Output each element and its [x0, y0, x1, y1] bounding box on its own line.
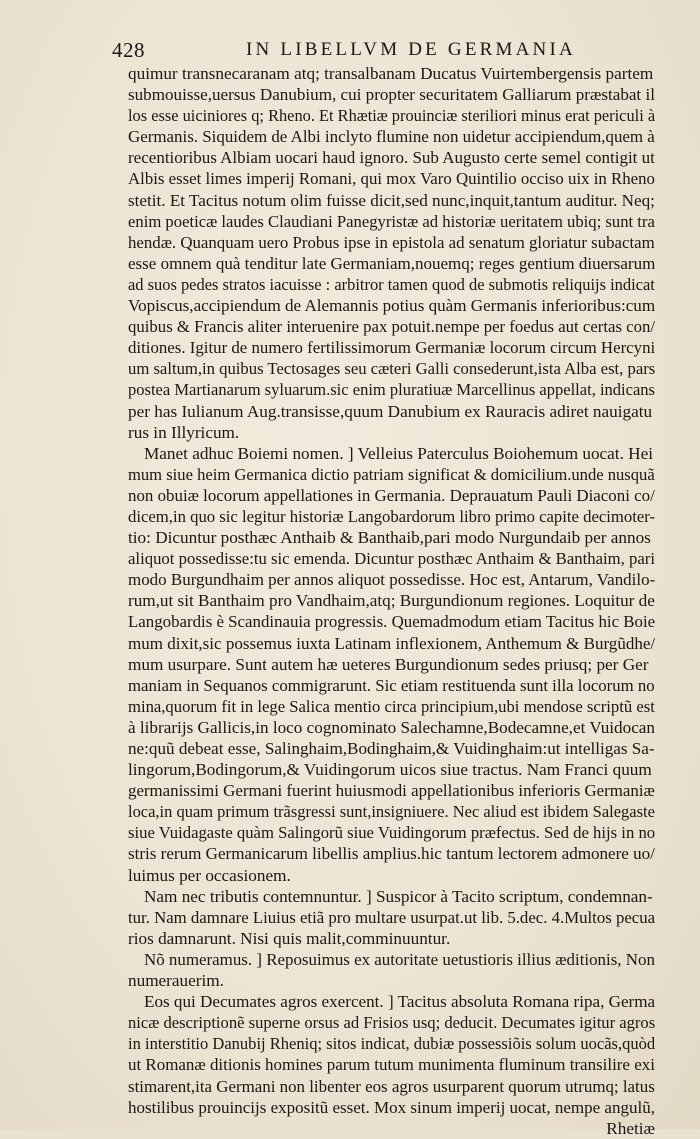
text-line: lingorum,Bodingorum,& Vuidingorum uicos siue tractus. Nam Franci quum	[128, 760, 652, 780]
page-number: 428	[112, 38, 145, 62]
text-line: ne:quũ debeat esse, Salinghaim,Bodinghaim,& Vuidinghaim:ut intelligas Sa-	[128, 739, 655, 758]
text-line: esse omnem quà tenditur late Germaniam,nouemq; reges gentium diuersarum	[128, 253, 656, 273]
text-line: Albis esset limes imperij Romani, qui mox Varo Quintilio occiso uix in Rheno	[128, 169, 655, 189]
text-line: stimarent,ita Germani non libenter eos agros usurparent quorum utrumq; latus	[128, 1076, 655, 1096]
text-line: rus in Illyricum.	[128, 422, 240, 442]
text-line: germanissimi Germani fuerint huiusmodi appellationibus inferioris Germaniæ	[128, 781, 655, 801]
text-line: ut Romanæ ditionis homines parum tutum munimenta fluminum transilire exi	[128, 1055, 655, 1075]
text-line: mina,quorum fit in lege Salica mentio circa principium,ubi mendose scriptũ est	[128, 696, 655, 716]
text-line: Langobardis è Scandinauia progressis. Quemadmodum etiam Tacitus hic Boie	[128, 612, 656, 632]
text-line: hendæ. Quanquam uero Probus ipse in epistola ad senatum gloriatur subactam	[128, 232, 655, 252]
text-line: maniam in Sequanos commigrarunt. Sic etiam restituenda sunt illa locorum no	[128, 675, 655, 695]
text-line: mum siue heim Germanica dictio patriam significat & domicilium.unde nusquã	[128, 464, 655, 484]
text-line: submouisse,uersus Danubium, cui propter securitatem Galliarum præstabat il	[128, 85, 655, 105]
text-line: Vopiscus,accipiendum de Alemannis potius quàm Germanis inferioribus:cum	[128, 296, 656, 316]
text-line: ditiones. Igitur de numero fertilissimorum Germaniæ locorum circum Hercyni	[128, 338, 656, 358]
text-line: dicem,in quo sic legitur historiæ Langobardorum libro primo capite decimoter-	[128, 506, 656, 526]
text-line: aliquot possedisse:tu sic emenda. Dicuntur posthæc Anthaim & Banthaim, pari	[128, 549, 656, 569]
text-line: los esse uiciniores q; Rheno. Et Rhætiæ prouinciæ steriliori minus erat periculi à	[128, 106, 656, 126]
text-line: ad suos pedes stratos iacuisse : arbitror tamen quod de submotis reliquijs indicat	[128, 274, 655, 294]
text-line: tur. Nam damnare Liuius etiã pro multare usurpat.ut lib. 5.dec. 4.Multos pecua	[128, 907, 656, 927]
text-line: Germanis. Siquidem de Albi inclyto flumine non uidetur accipiendum,quem à	[128, 127, 655, 147]
text-line: stris rerum Germanicarum libellis amplius.hic tantum lectorem admonere uo/	[128, 844, 655, 864]
text-line: loca,in quam primum trãsgressi sunt,insigniuere. Nec aliud est ibidem Salegaste	[128, 802, 655, 822]
paragraph-start-line: Manet adhuc Boiemi nomen. ] Velleius Paterculus Boiohemum uocat. Hei	[144, 443, 653, 463]
text-line: numerauerim.	[128, 971, 224, 991]
text-line: postea Martianarum syluarum.sic enim pluratiuæ Marcellinus appellat, indicans	[128, 380, 655, 400]
text-line: quibus & Francis aliter interuenire pax potuit.nempe per foedus aut certas con/	[128, 317, 656, 337]
text-line: luimus per occasionem.	[128, 865, 291, 885]
text-line: stetit. Et Tacitus notum olim fuisse dicit,sed nunc,inquit,tantum auditur. Neq;	[128, 190, 655, 210]
text-line: mum usurpare. Sunt autem hæ ueteres Burgundionum sedes priusq; per Ger	[128, 654, 649, 674]
body-text	[128, 63, 655, 1139]
running-title: IN LIBELLVM DE GERMANIA	[246, 39, 576, 60]
text-line: modo Burgundhaim per annos aliquot possedisse. Hoc est, Antarum, Vandilo-	[128, 570, 656, 590]
text-line: recentioribus Albiam uocari haud ignoro. Sub Augusto certe semel contigit ut	[128, 148, 655, 168]
text-line: rum,ut sit Banthaim pro Vandhaim,atq; Burgundionum regiones. Loquitur de	[128, 591, 655, 611]
text-line: mum dixit,sic possemus iuxta Latinam inflexionem, Anthemum & Burgũdhe/	[128, 633, 656, 653]
text-line: hostilibus prouincijs expositũ esset. Mox sinum imperij uocat, nempe angulũ,	[128, 1097, 655, 1117]
catchword: Rhetiæ	[606, 1118, 655, 1138]
paragraph-start-line: Nõ numeramus. ] Reposuimus ex autoritate uetustioris illius æditionis, Non	[144, 949, 655, 969]
paragraph-start-line: Eos qui Decumates agros exercent. ] Tacitus absoluta Romana ripa, Germa	[144, 992, 656, 1012]
text-line: siue Vuidagaste quàm Salingorũ siue Vuidingorum præfectus. Sed de hijs in no	[128, 823, 656, 843]
text-line: in interstitio Danubij Rheniq; sitos indicat, dubiæ possessiõis solum uocãs,quòd	[128, 1034, 656, 1054]
text-line: nicæ descriptionẽ superne orsus ad Frisios usq; deducit. Decumates igitur agros	[128, 1013, 656, 1033]
text-line: non obuiæ locorum appellationes in Germania. Deprauatum Pauli Diaconi co/	[128, 485, 655, 505]
text-line: à librarijs Gallicis,in loco cognominato Salechamne,Bodecamne,et Vuidocan	[128, 717, 656, 737]
text-line: tio: Dicuntur posthæc Anthaib & Banthaib,pari modo Nurgundaib per annos	[128, 528, 651, 548]
page-header	[112, 38, 657, 64]
text-line: rios damnarunt. Nisi quis malit,comminuuntur.	[128, 928, 451, 948]
text-line: per has Iulianum Aug.transisse,quum Danubium ex Rauracis adiret nauigatu	[128, 401, 653, 421]
text-line: enim poeticæ laudes Claudiani Panegyristæ ad historiæ ueritatem ubiq; sunt tra	[128, 211, 655, 231]
text-line: quimur transnecaranam atq; transalbanam Ducatus Vuirtembergensis partem	[128, 64, 654, 83]
text-line: um saltum,in quibus Tectosages seu cæteri Galli consederunt,ista Alba est, pars	[128, 359, 656, 379]
paragraph-start-line: Nam nec tributis contemnuntur. ] Suspicor à Tacito scriptum, condemnan-	[144, 886, 653, 906]
